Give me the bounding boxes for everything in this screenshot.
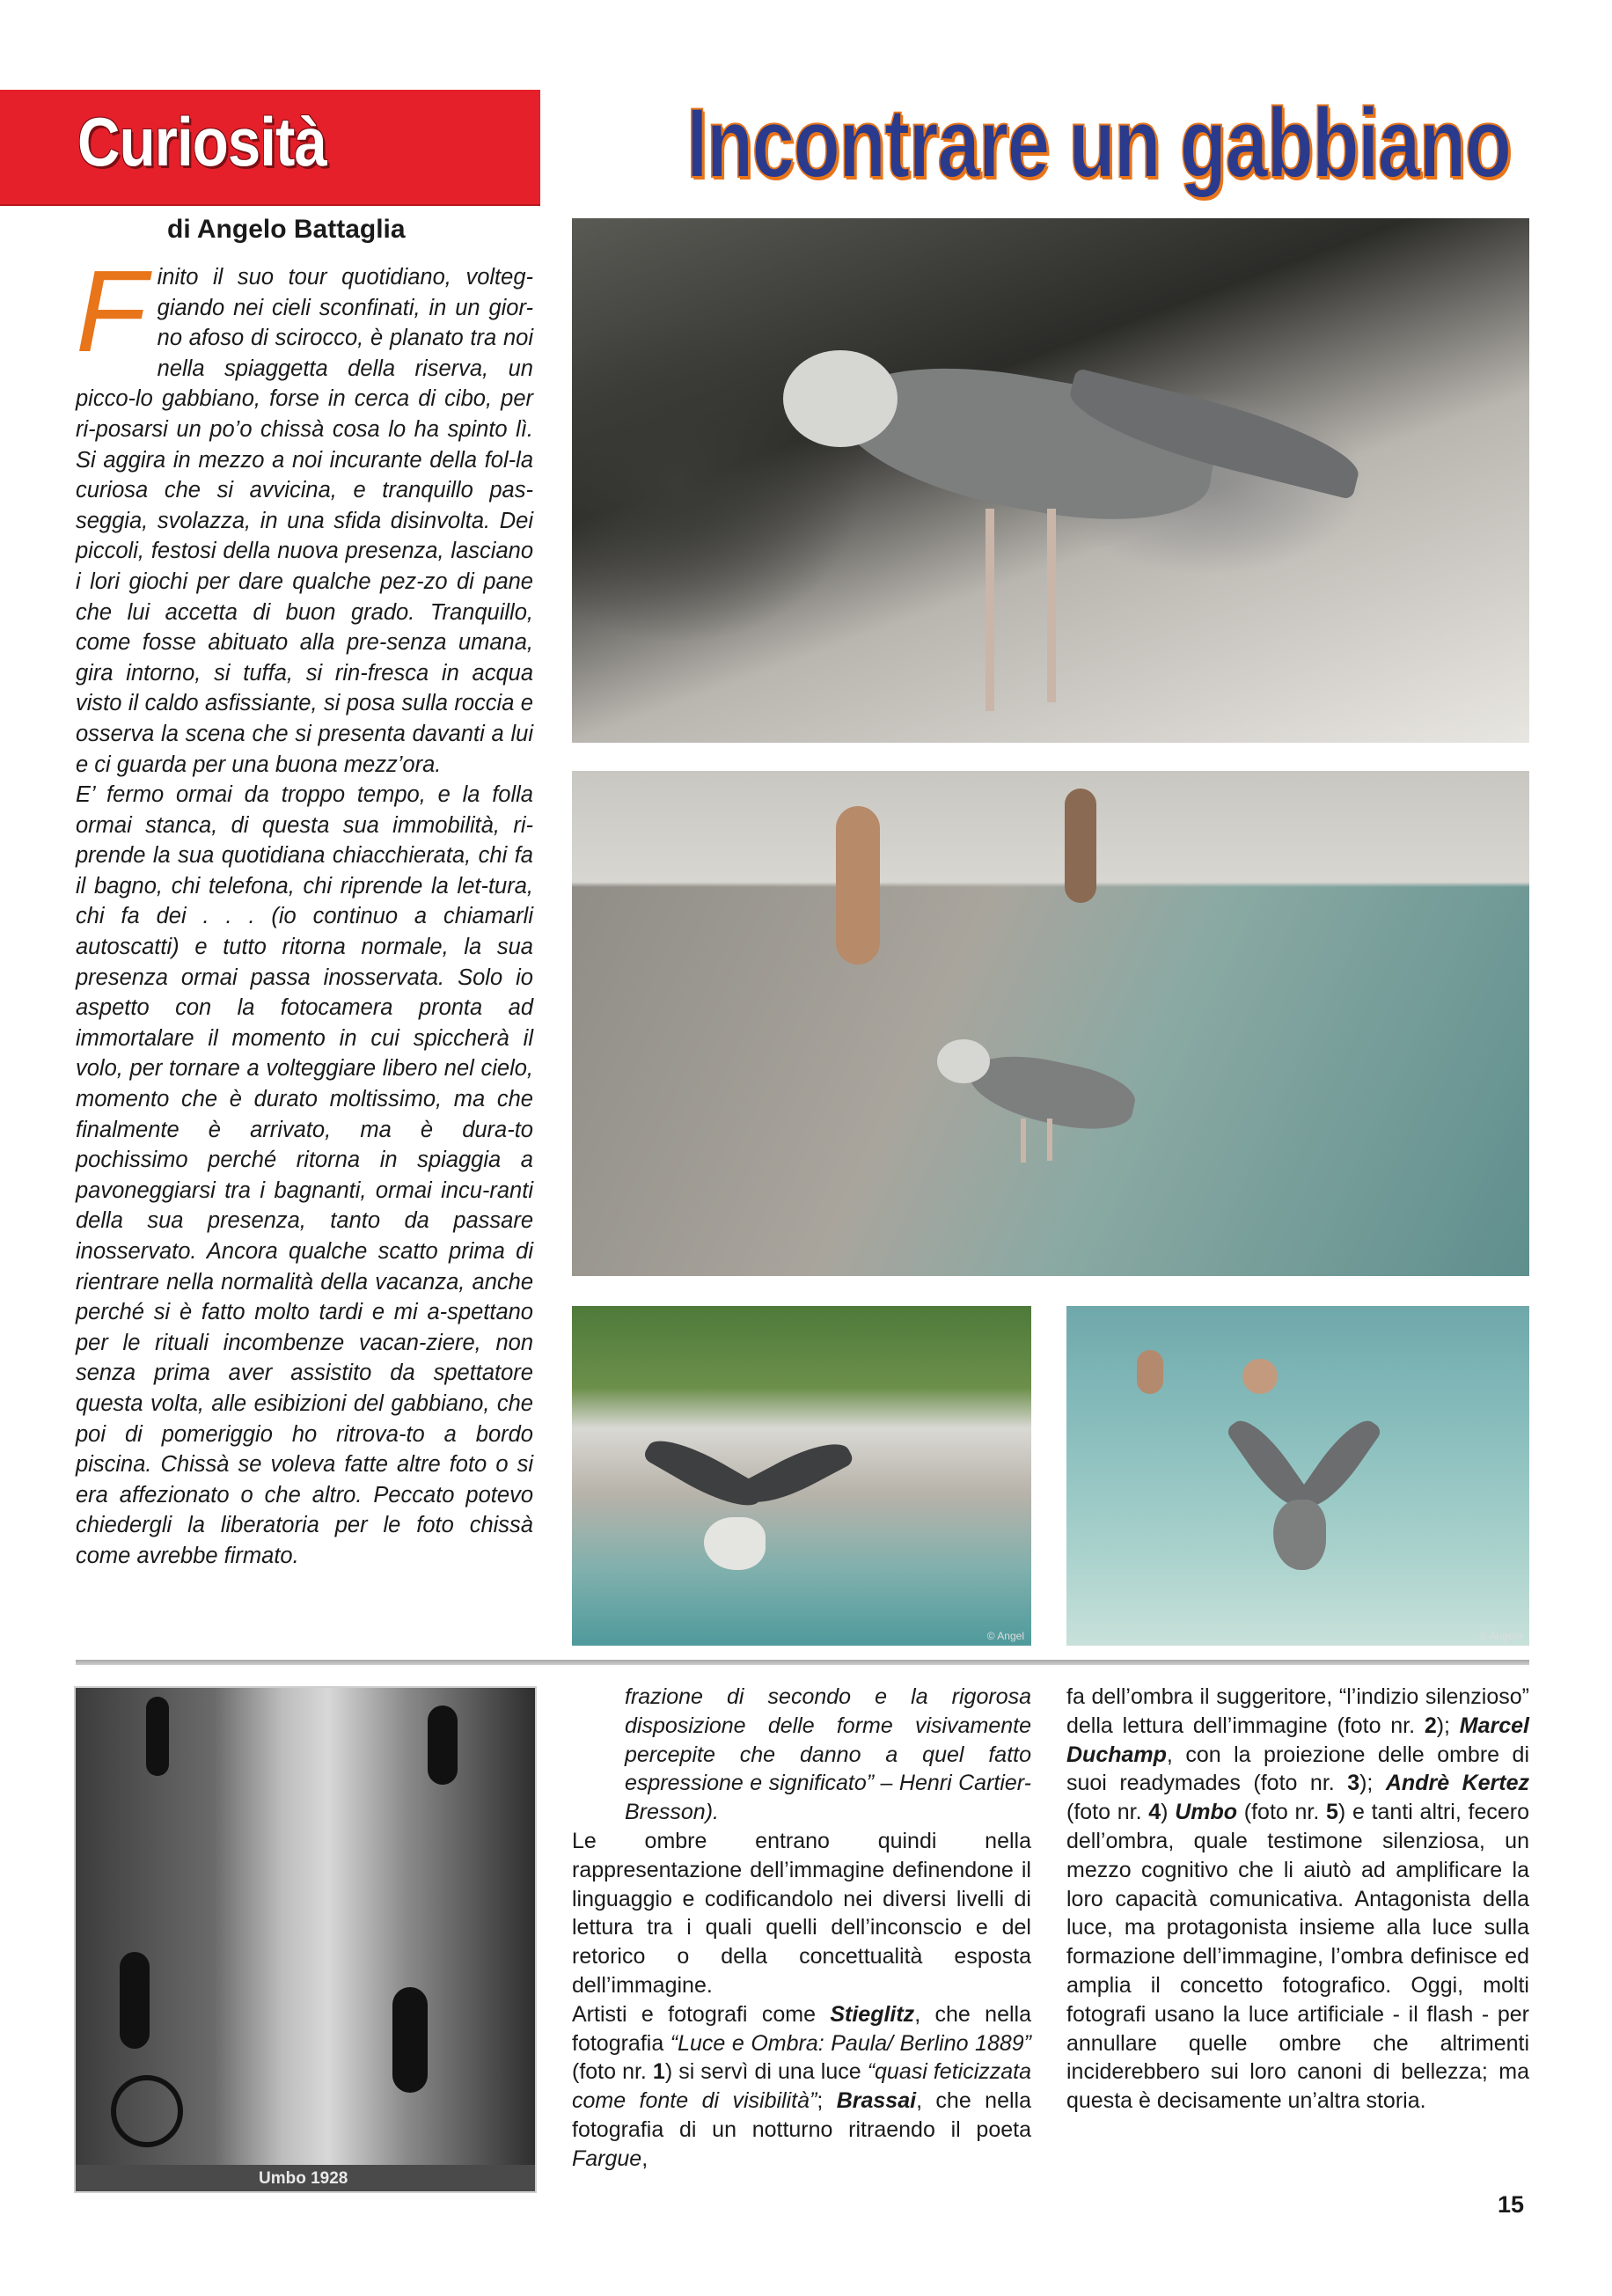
shadow-wheel [111,2075,183,2147]
bather-figure [1065,789,1096,903]
photo-number: 4 [1148,1800,1161,1825]
text-run: fa dell’ombra il suggeritore, “l’indizio silenzioso” della lettura dell’immagine (foto nr. [1066,1684,1529,1738]
byline: di Angelo Battaglia [167,215,406,244]
gull-leg-shape [1047,509,1056,702]
bather-head [1242,1359,1278,1394]
text-run: Artisti e fotografi come [572,2001,831,2027]
page-number: 15 [1498,2191,1525,2218]
shadows-paragraph: Le ombre entrano quindi nella rappresentazione dell’immagine definendone il linguaggio e codificandolo nei diversi livelli di lettura tra i quali quelli dell’inconscio e del retorico o della concettualità esposta dell’immagine. [572,1828,1031,1998]
bather-figure [836,806,880,965]
drop-cap: F [76,246,147,376]
gull-head-shape [783,350,898,447]
text-run: (foto nr. [1237,1800,1327,1825]
photo-number: 5 [1326,1800,1338,1825]
photo-title: “Luce e Ombra: Paula/ Berlino 1889” [670,2030,1031,2056]
gull-leg-shape [986,509,994,711]
shadow-figure [120,1952,150,2049]
article-column-3 [1066,1683,1529,2116]
section-label: Curiosità [77,103,326,180]
article-title: Incontrare un gabbiano [686,88,1511,198]
gull-leg-shape [1047,1119,1052,1161]
gull-body-shape [704,1517,766,1570]
photo-gull-in-water [1066,1306,1529,1646]
text-run: ); [1436,1713,1460,1738]
shadow-figure [392,1987,428,2093]
text-run: (foto nr. [1066,1800,1149,1825]
name-kertez: Andrè Kertez [1385,1771,1530,1796]
text-run: ; [817,2088,837,2114]
quote-visibility: “quasi feticizzata come fonte di visibilità” [572,2059,1031,2114]
text-run: ); [1359,1771,1386,1796]
photo-number: 3 [1347,1771,1360,1796]
artists-paragraph [572,2000,1031,2174]
text-run: , con la proiezione delle ombre di suoi readymades (foto nr. [1066,1742,1529,1796]
text-run: ) si servì di una luce [664,2059,868,2085]
text-run: (foto nr. [572,2059,653,2085]
text-run: , [641,2146,648,2171]
story-lead-text: inito il suo tour quotidiano, volteg-giando nei cieli sconfinati, in un gior-no afoso di scirocco, è planato tra noi nella spiaggetta della riserva, un picco-lo gabbiano, forse in cerca di cibo, per ri-posarsi un po’o chissà cosa lo ha spinto lì. Si aggira in mezzo a noi incurante della fol-la curiosa che si avvicina, e tranquillo pas-seggia, svolazza, in una sfida disinvolta. Dei piccoli, festosi della nuova presenza, lasciano i lori giochi per dare qualche pez-zo di pane che lui accetta di buon grado. Tranquillo, come fosse abituato alla pre-senza umana, gira intorno, si tuffa, si rin-fresca in acqua visto il caldo asfissiante, si posa sulla roccia e osserva la scena che si presenta davanti a lui e ci guarda per una buona mezz’ora. [76,265,533,777]
text-run: , che nella fotografia [572,2001,1031,2056]
photographers-paragraph [1066,1683,1529,2116]
text-run: ) e tanti altri, fecero dell’ombra, quale testimone silenziosa, un mezzo cognitivo che li aiutò ad amplificare la loro capacità comunicativa. Antagonista della luce, ma protagonista insieme alla luce sulla formazione dell’immagine, l’ombra definisce ed amplia il concetto fotografico. Oggi, molti fotografi usano la luce artificiale - il flash - per annullare quelle ombre che altrimenti inciderebbero sui loro canoni di bellezza; ma questa è decisamente un’altra storia. [1066,1800,1529,2114]
gull-wing-shape [641,1427,766,1520]
photo-gull-on-beach [572,771,1529,1276]
name-duchamp: Marcel Duchamp [1066,1713,1529,1767]
photo-number: 1 [652,2059,665,2085]
gull-head-shape [937,1039,990,1083]
photo-credit: © Angel [986,1630,1024,1642]
name-umbo: Umbo [1175,1800,1238,1825]
article-column-2 [572,1683,1031,2174]
photo-gull-crowded-beach [572,1306,1031,1646]
gull-body-shape [1273,1500,1326,1570]
story-lead-paragraph [76,246,533,780]
photo-gull-on-rock [572,218,1529,743]
photo-credit: © Angelo [1479,1630,1522,1642]
photo-umbo-1928 [74,1686,537,2193]
shadow-figure [428,1705,458,1785]
quote-continuation: frazione di secondo e la rigorosa disposizione delle forme visivamente percepite che danno a quel fatto espressione e significato” – Henri Cartier-Bresson). [625,1684,1031,1825]
photo-number: 2 [1424,1713,1437,1738]
photo-caption: Umbo 1928 [259,2169,348,2188]
text-run: ) [1161,1800,1176,1825]
gull-leg-shape [1021,1119,1026,1163]
name-fargue: Fargue [572,2146,642,2171]
shadow-figure [146,1697,169,1776]
section-divider [76,1660,1529,1665]
name-brassai: Brassai [836,2088,917,2114]
story-column [76,246,533,1572]
story-body-paragraph: E’ fermo ormai da troppo tempo, e la folla ormai stanca, di questa sua immobilità, ri-prende la sua quotidiana chiacchierata, chi fa il bagno, chi telefona, chi riprende la let-tura, chi fa dei . . . (io continuo a chiamarli autoscatti) e tutto ritorna normale, la sua presenza ormai passa inosservata. Solo io aspetto con la fotocamera pronta ad immortalare il momento in cui spiccherà il volo, per tornare a volteggiare libero nel cielo, momento che è durato moltissimo, ma che finalmente è arrivato, ma è dura-to pochissimo perché ritorna in spiaggia a pavoneggiarsi tra i bagnanti, ormai incu-ranti della sua presenza, tanto da passare inosservato. Ancora qualche scatto prima di rientrare nella normalità della vacanza, anche perché si è fatto molto tardi e mi a-spettano per le rituali incombenze vacan-ziere, non senza prima aver assistito da spettatore questa volta, alle esibizioni del gabbiano, che poi di pomeriggio ho ritrova-to a bordo piscina. Chissà se voleva fatte altre foto o si era affezionato o che altro. Peccato potevo chiedergli la liberatoria per le foto chissà come avrebbe firmato. [76,782,533,1568]
bather-figure [1137,1350,1163,1394]
text-run: , che nella fotografia di un notturno ritraendo il poeta [572,2088,1031,2142]
name-stieglitz: Stieglitz [830,2001,915,2027]
